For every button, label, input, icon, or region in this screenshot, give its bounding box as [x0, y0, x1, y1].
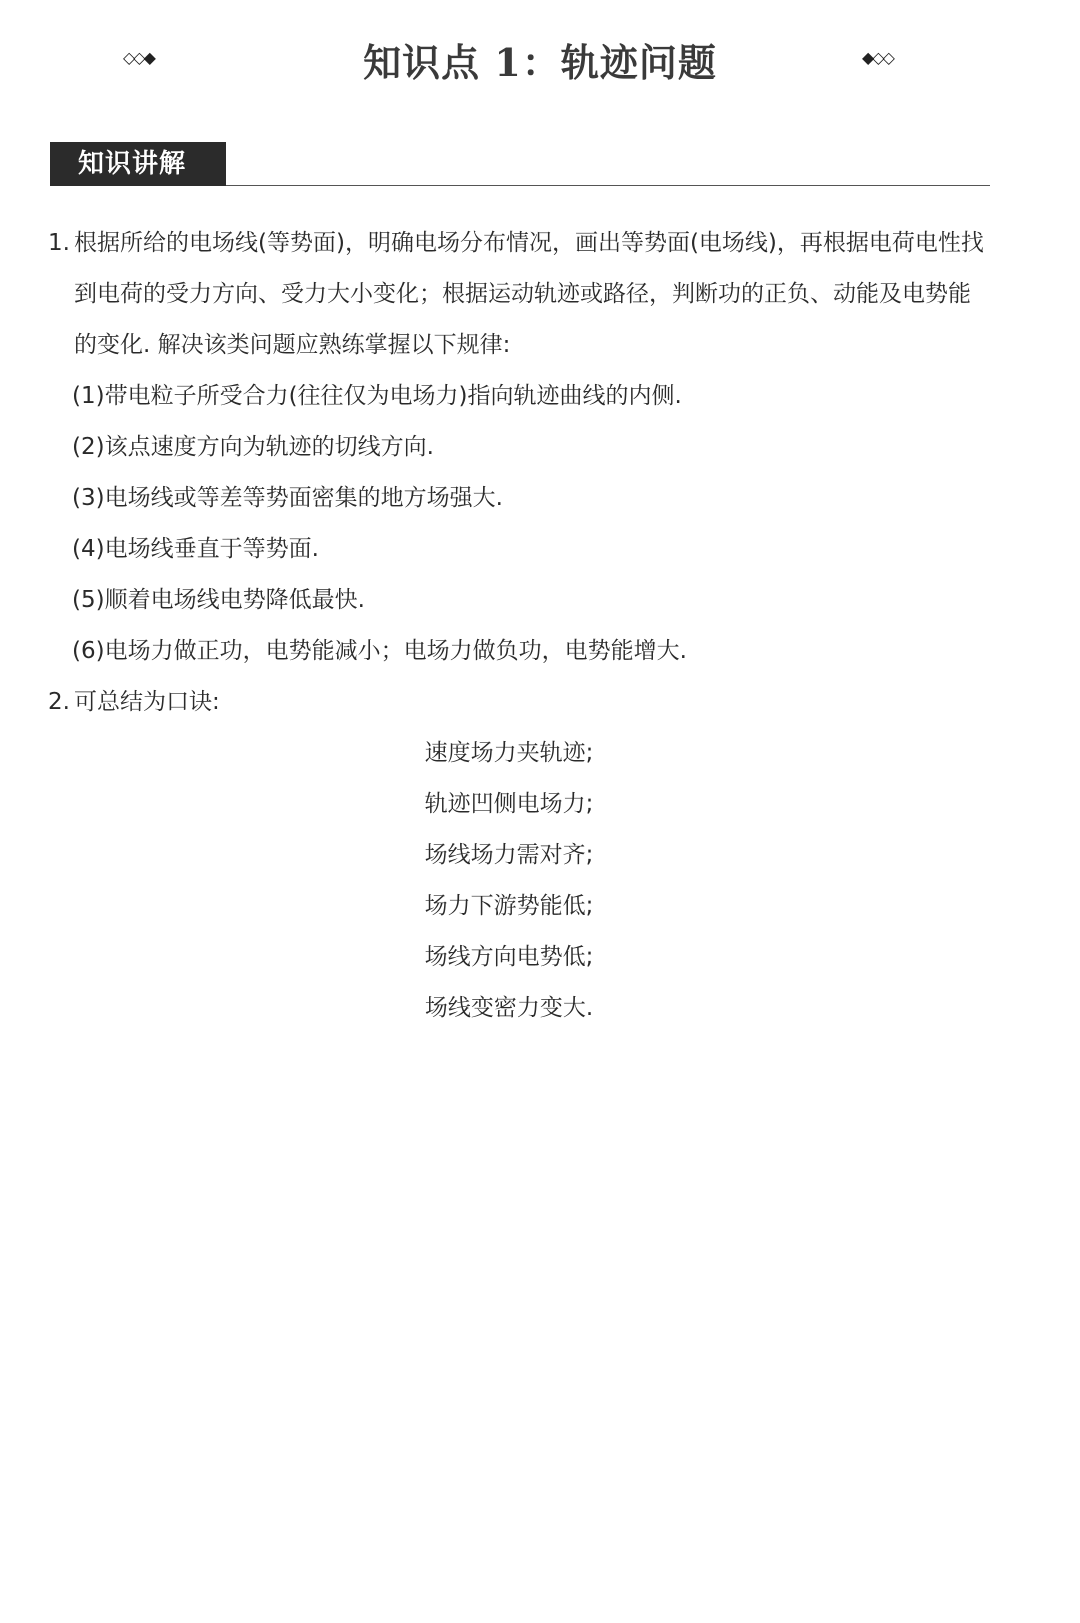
verse-line: 场线变密力变大. — [424, 995, 594, 1021]
mnemonic-verses — [48, 728, 990, 1034]
rule-item: (6)电场力做正功，电势能减小；电场力做负功，电势能增大. — [72, 638, 687, 664]
diamond-ornament-right-icon: ◆◇◇ — [862, 48, 893, 67]
verse-line: 场力下游势能低; — [424, 893, 594, 919]
paragraph-2-text: 可总结为口诀: — [74, 689, 220, 715]
paragraph-2-number: 2. — [48, 689, 70, 715]
rule-item: (4)电场线垂直于等势面. — [72, 536, 319, 562]
section-label: 知识讲解 — [50, 142, 226, 186]
rule-item: (5)顺着电场线电势降低最快. — [72, 587, 365, 613]
paragraph-1-number: 1. — [48, 230, 70, 256]
rule-item: (1)带电粒子所受合力(往往仅为电场力)指向轨迹曲线的内侧. — [72, 383, 682, 409]
verse-line: 速度场力夹轨迹; — [424, 740, 594, 766]
section-divider — [226, 185, 990, 186]
content-body — [48, 218, 990, 1034]
verse-line: 轨迹凹侧电场力; — [424, 791, 594, 817]
diamond-ornament-left-icon: ◇◇◆ — [123, 48, 154, 67]
verse-line: 场线场力需对齐; — [424, 842, 594, 868]
title-row — [0, 30, 1080, 90]
rule-item: (3)电场线或等差等势面密集的地方场强大. — [72, 485, 503, 511]
section-header — [50, 142, 990, 188]
paragraph-1 — [48, 218, 990, 371]
verse-line: 场线方向电势低; — [424, 944, 594, 970]
paragraph-2 — [48, 677, 990, 728]
rule-item: (2)该点速度方向为轨迹的切线方向. — [72, 434, 434, 460]
page-title: 知识点 1：轨迹问题 — [363, 40, 717, 85]
paragraph-1-text: 根据所给的电场线(等势面)，明确电场分布情况，画出等势面(电场线)，再根据电荷电性找到电荷的受力方向、受力大小变化；根据运动轨迹或路径，判断功的正负、动能及电势能的变化. 解决该类问题应熟练掌握以下规律: — [74, 230, 984, 358]
